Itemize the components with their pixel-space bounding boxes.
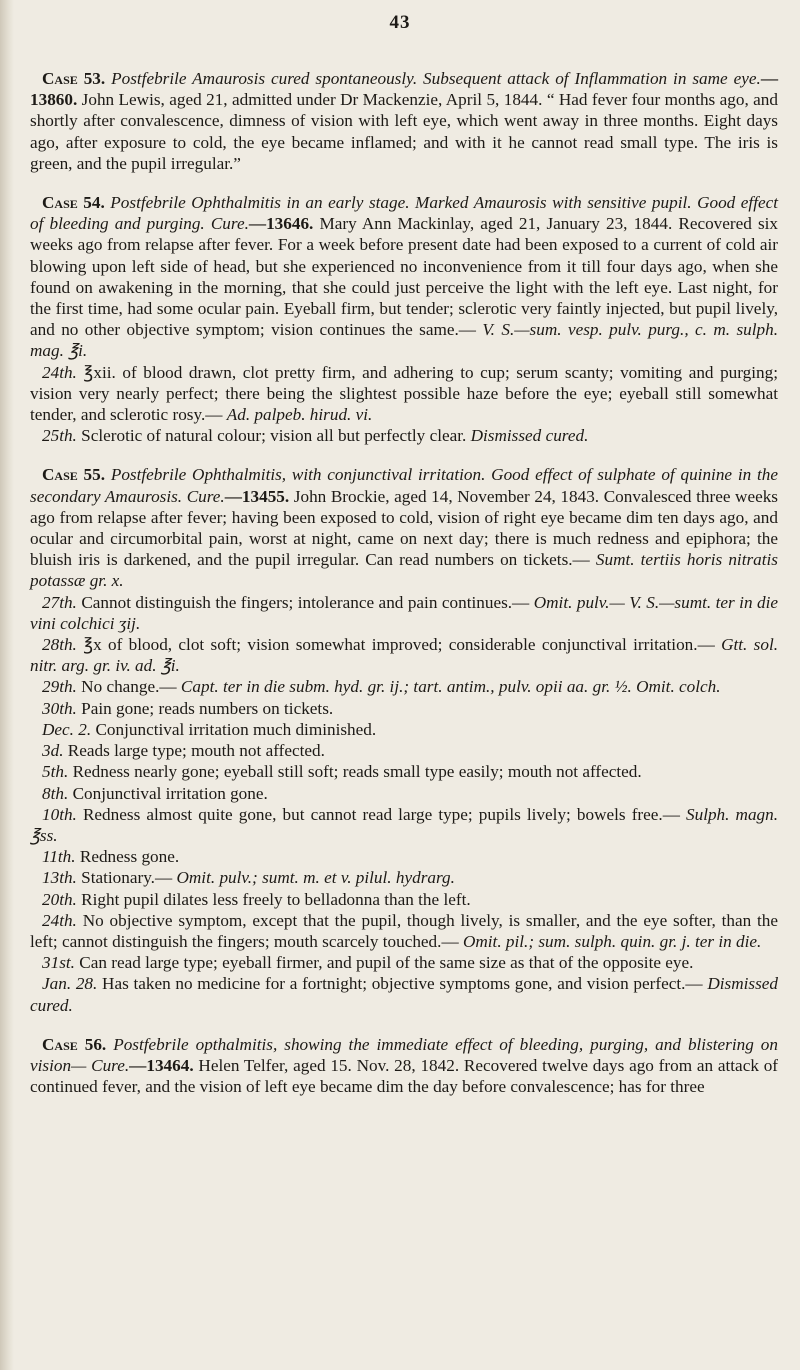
daily-entry bbox=[30, 889, 778, 910]
entry-date: Dec. 2. bbox=[42, 719, 92, 739]
case-title: Postfebrile Ophthalmitis in an early stage. Marked Amaurosis with sensitive pupil. Good effect of bleeding and purging. Cure. bbox=[30, 193, 779, 234]
entry-text: No objective symptom, except that the pupil, though lively, is smaller, and the eye softer, than the left; cannot distinguish the fingers; mouth scarcely touched.— bbox=[30, 910, 779, 951]
entry-date: 13th. bbox=[42, 868, 77, 888]
case-text: Mary Ann Mackinlay, aged 21, January 23, 1844. Recovered six weeks ago from relapse after fever. For a week before present date had been exposed to a current of cold air blowing upon left side of head, but she experienced no inconvenience from it till four days ago, when she found on awakening in the morning, that she could just perceive the light with the left eye. Last night, for the first time, had some ocular pain. Eyeball firm, but tender; sclerotic very faintly injected, but pupil lively, and no other objective symptom; vision continues the same.— bbox=[30, 214, 778, 340]
case-54-entries bbox=[30, 362, 778, 447]
entry-date: 3d. bbox=[42, 741, 64, 761]
case-title: Postfebrile opthalmitis, showing the immediate effect of bleeding, purging, and blistering on vision— Cure. bbox=[30, 1034, 778, 1075]
entry-date: 31st. bbox=[42, 953, 75, 973]
daily-entry bbox=[30, 425, 778, 446]
page-number: 43 bbox=[389, 12, 411, 33]
entry-prescription: Sulph. magn. ℥ss. bbox=[30, 804, 779, 845]
daily-entry bbox=[30, 676, 778, 697]
entry-date: 20th. bbox=[42, 889, 77, 909]
entry-text: ℥xii. of blood drawn, clot pretty firm, and adhering to cup; serum scanty; vomiting and purging; vision very nearly perfect; there being the slightest possible haze before the eye; eyeball still somewhat tender, and sclerotic rosy.— bbox=[30, 362, 779, 425]
daily-entry bbox=[30, 592, 778, 634]
entry-date: 5th. bbox=[42, 762, 69, 782]
case-number: —13646. bbox=[248, 214, 314, 234]
entry-text: Cannot distinguish the fingers; intolerance and pain continues.— bbox=[81, 592, 530, 612]
entry-date: 29th. bbox=[42, 677, 77, 697]
case-56 bbox=[30, 1034, 778, 1098]
daily-entry bbox=[30, 634, 778, 676]
entry-date: 11th. bbox=[42, 847, 76, 867]
daily-entry bbox=[30, 846, 778, 867]
case-number: —13860. bbox=[30, 69, 778, 110]
prescription: V. S.—sum. vesp. pulv. purg., c. m. sulph. mag. ℥i. bbox=[30, 320, 779, 361]
entry-date: 10th. bbox=[42, 804, 77, 824]
daily-entry bbox=[30, 362, 778, 426]
binding-gutter bbox=[0, 0, 14, 1370]
entry-prescription: Dismissed cured. bbox=[470, 426, 589, 446]
entry-date: Jan. 28. bbox=[42, 974, 98, 994]
entry-date: 24th. bbox=[42, 362, 77, 382]
daily-entry bbox=[30, 952, 778, 973]
entry-prescription: Omit. pil.; sum. sulph. quin. gr. j. ter in die. bbox=[462, 931, 762, 951]
case-55-entries bbox=[30, 592, 778, 1016]
case-heading: Case 55. bbox=[42, 465, 106, 485]
entry-text: Can read large type; eyeball firmer, and pupil of the same size as that of the opposite eye. bbox=[79, 953, 694, 973]
entry-prescription: Omit. pulv.; sumt. m. et v. pilul. hydrarg. bbox=[176, 868, 455, 888]
entry-text: Conjunctival irritation gone. bbox=[72, 783, 268, 803]
entry-text: Right pupil dilates less freely to belladonna than the left. bbox=[81, 889, 471, 909]
entry-text: Reads large type; mouth not affected. bbox=[67, 741, 325, 761]
daily-entry bbox=[30, 761, 778, 782]
case-55 bbox=[30, 464, 778, 591]
case-text: John Lewis, aged 21, admitted under Dr Mackenzie, April 5, 1844. “ Had fever four months ago, and shortly after convalescence, dimness of vision with left eye, which went away in three months. Eight days ago, after exposure to cold, the eye became inflamed; and with it he cannot read small type. The iris is green, and the pupil irregular.” bbox=[30, 90, 778, 173]
page-body bbox=[30, 68, 778, 1097]
daily-entry bbox=[30, 867, 778, 888]
daily-entry bbox=[30, 719, 778, 740]
entry-text: ℥x of blood, clot soft; vision somewhat improved; considerable conjunctival irritation.— bbox=[83, 635, 715, 655]
case-number: —13464. bbox=[129, 1055, 194, 1075]
entry-date: 28th. bbox=[42, 635, 77, 655]
prescription: Sumt. tertiis horis nitratis potassæ gr. x. bbox=[30, 550, 778, 591]
entry-text: Conjunctival irritation much diminished. bbox=[95, 719, 377, 739]
case-number: —13455. bbox=[224, 486, 290, 506]
entry-text: No change.— bbox=[81, 677, 177, 697]
entry-prescription: Omit. pulv.— V. S.—sumt. ter in die vini colchici ʒij. bbox=[30, 592, 779, 633]
entry-text: Stationary.— bbox=[81, 868, 173, 888]
case-text: John Brockie, aged 14, November 24, 1843. Convalesced three weeks ago from relapse after fever; having been exposed to cold, vision of right eye became dim ten days ago, and ocular and circumorbital pain, worst at night, came on next day; there is much redness and epiphora; the bluish iris is darkened, and the pupil irregular. Can read numbers on tickets.— bbox=[30, 486, 778, 570]
entry-date: 24th. bbox=[42, 910, 77, 930]
entry-date: 8th. bbox=[42, 783, 69, 803]
entry-text: Redness nearly gone; eyeball still soft; reads small type easily; mouth not affected. bbox=[72, 762, 642, 782]
case-54 bbox=[30, 192, 778, 362]
daily-entry bbox=[30, 804, 778, 846]
entry-text: Has taken no medicine for a fortnight; objective symptoms gone, and vision perfect.— bbox=[102, 974, 703, 994]
entry-date: 27th. bbox=[42, 592, 77, 612]
entry-text: Sclerotic of natural colour; vision all but perfectly clear. bbox=[81, 426, 467, 446]
entry-text: Redness gone. bbox=[79, 847, 180, 867]
entry-prescription: Dismissed cured. bbox=[30, 974, 779, 1015]
entry-prescription: Gtt. sol. nitr. arg. gr. iv. ad. ℥i. bbox=[30, 635, 779, 676]
daily-entry bbox=[30, 740, 778, 761]
entry-text: Redness almost quite gone, but cannot read large type; pupils lively; bowels free.— bbox=[82, 804, 680, 824]
entry-prescription: Capt. ter in die subm. hyd. gr. ij.; tart. antim., pulv. opii aa. gr. ½. Omit. colch. bbox=[180, 677, 721, 697]
daily-entry bbox=[30, 973, 778, 1015]
entry-prescription: Ad. palpeb. hirud. vi. bbox=[226, 405, 373, 425]
case-title: Postfebrile Ophthalmitis, with conjunctival irritation. Good effect of sulphate of quinine in the secondary Amaurosis. Cure. bbox=[30, 465, 778, 506]
entry-date: 25th. bbox=[42, 426, 77, 446]
entry-date: 30th. bbox=[42, 698, 77, 718]
case-heading: Case 53. bbox=[42, 69, 106, 88]
case-heading: Case 56. bbox=[42, 1034, 107, 1054]
case-title: Postfebrile Amaurosis cured spontaneously. Subsequent attack of Inflammation in same eye. bbox=[111, 69, 761, 88]
daily-entry bbox=[30, 783, 778, 804]
entry-text: Pain gone; reads numbers on tickets. bbox=[81, 698, 334, 718]
daily-entry bbox=[30, 910, 778, 952]
case-53 bbox=[30, 68, 778, 174]
case-text: Helen Telfer, aged 15. Nov. 28, 1842. Recovered twelve days ago from an attack of continued fever, and the vision of left eye became dim the day before convalescence; has for three bbox=[30, 1055, 779, 1097]
daily-entry bbox=[30, 698, 778, 719]
case-heading: Case 54. bbox=[42, 193, 105, 213]
